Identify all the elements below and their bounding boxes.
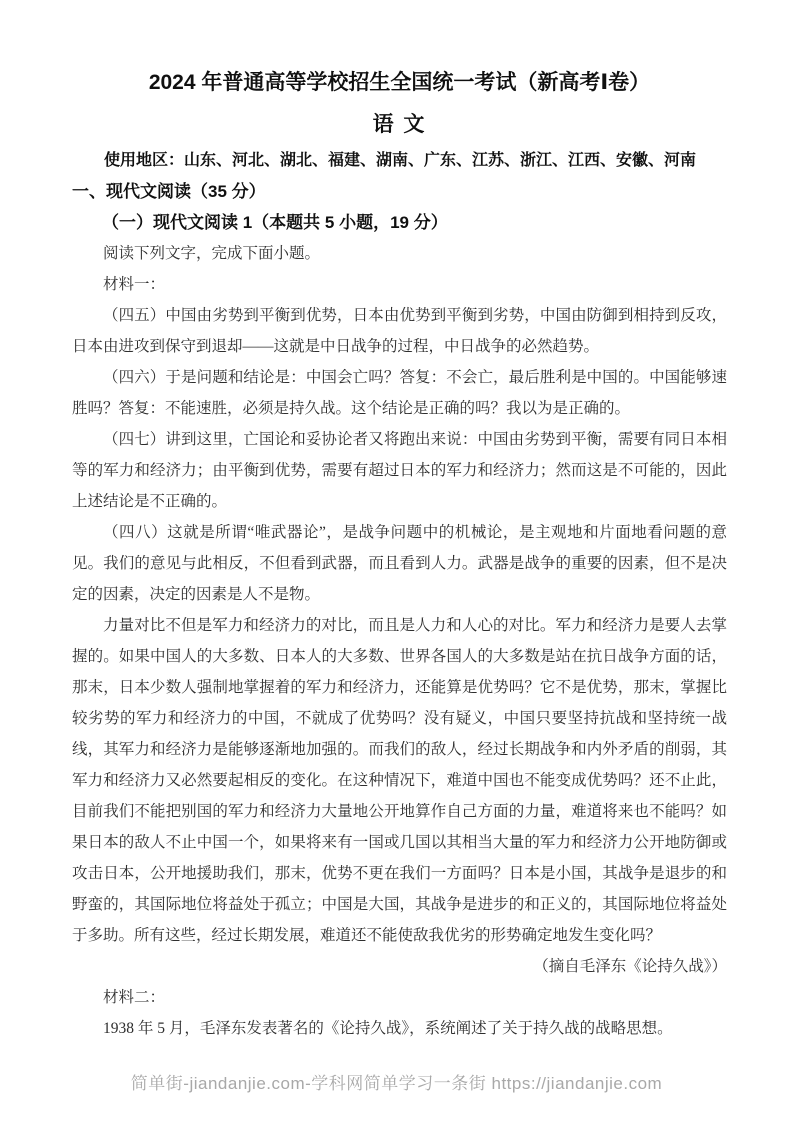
passage-paragraph: （四七）讲到这里，亡国论和妥协论者又将跑出来说：中国由劣势到平衡，需要有同日本相等的军力和经济力；由平衡到优势，需要有超过日本的军力和经济力；然而这是不可能的，因此上述结论是不正确的。 <box>72 431 727 510</box>
subsection-heading-reading-1: （一）现代文阅读 1（本题共 5 小题，19 分） <box>102 213 448 232</box>
passage-paragraph: （四五）中国由劣势到平衡到优势，日本由优势到平衡到劣势，中国由防御到相持到反攻，日本由进攻到保守到退却——这就是中日战争的过程，中日战争的必然趋势。 <box>72 307 727 355</box>
passage-body <box>72 238 727 1044</box>
regions-line: 使用地区：山东、河北、湖北、福建、湖南、广东、江苏、浙江、江西、安徽、河南 <box>104 152 697 169</box>
exam-title: 2024 年普通高等学校招生全国统一考试（新高考Ⅰ卷） <box>148 71 651 94</box>
passage-paragraph: 力量对比不但是军力和经济力的对比，而且是人力和人心的对比。军力和经济力是要人去掌握的。如果中国人的大多数、日本人的大多数、世界各国人的大多数是站在抗日战争方面的话，那末，日本少数人强制地掌握着的军力和经济力，还能算是优势吗？它不是优势，那末，掌握比较劣势的军力和经济力的中国，不就成了优势吗？没有疑义，中国只要坚持抗战和坚持统一战线，其军力和经济力是能够逐渐地加强的。而我们的敌人，经过长期战争和内外矛盾的削弱，其军力和经济力又必然要起相反的变化。在这种情况下，难道中国也不能变成优势吗？还不止此，目前我们不能把别国的军力和经济力大量地公开地算作自己方面的力量，难道将来也不能吗？如果日本的敌人不止中国一个，如果将来有一国或几国以其相当大量的军力和经济力公开地防御或攻击日本，公开地援助我们，那末，优势不更在我们一方面吗？日本是小国，其战争是退步的和野蛮的，其国际地位将益处于孤立；中国是大国，其战争是进步的和正义的，其国际地位将益处于多助。所有这些，经过长期发展，难道还不能使敌我优劣的形势确定地发生变化吗？ <box>72 617 727 944</box>
material2-text: 1938 年 5 月，毛泽东发表著名的《论持久战》，系统阐述了关于持久战的战略思想。 <box>103 1020 673 1037</box>
material1-label: 材料一： <box>103 276 166 293</box>
section-heading-modern-reading: 一、现代文阅读（35 分） <box>72 182 266 201</box>
reading-instruction: 阅读下列文字，完成下面小题。 <box>103 245 321 262</box>
passage-paragraphs <box>72 300 727 951</box>
footer-watermark: 简单街-jiandanjie.com-学科网简单学习一条街 https://jiandanjie.com <box>130 1074 663 1093</box>
source-attribution: （摘自毛泽东《论持久战》） <box>533 958 727 975</box>
material2-label: 材料二： <box>103 989 166 1006</box>
passage-paragraph: （四八）这就是所谓“唯武器论”，是战争问题中的机械论，是主观地和片面地看问题的意见。我们的意见与此相反，不但看到武器，而且看到人力。武器是战争的重要的因素，但不是决定的因素，决定的因素是人不是物。 <box>72 524 727 603</box>
subject-title: 语 文 <box>372 113 427 136</box>
passage-paragraph: （四六）于是问题和结论是：中国会亡吗？答复：不会亡，最后胜利是中国的。中国能够速胜吗？答复：不能速胜，必须是持久战。这个结论是正确的吗？我以为是正确的。 <box>72 369 727 417</box>
